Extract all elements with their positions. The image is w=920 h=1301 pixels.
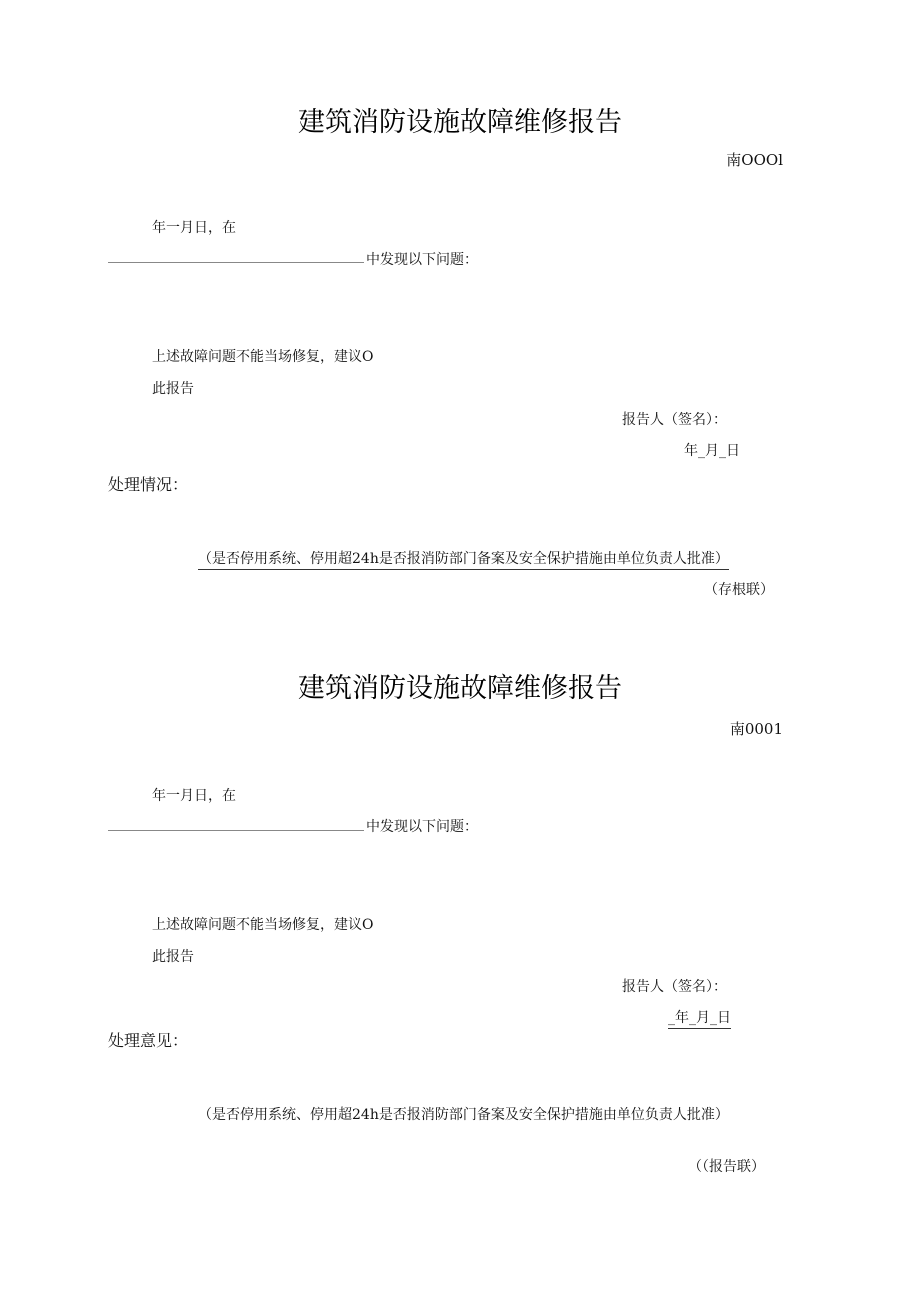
- serial-number: 南0001: [729, 720, 783, 738]
- report-closing: 此报告: [152, 381, 194, 397]
- reporter-signature-label: 报告人（签名）：: [622, 979, 727, 995]
- approval-note: （是否停用系统、停用超24h是否报消防部门备案及安全保护措施由单位负责人批准）: [198, 1107, 729, 1123]
- handling-status-label: 处理情况：: [108, 475, 189, 494]
- found-issues-label: 中发现以下问题：: [366, 252, 478, 268]
- location-blank-line: [108, 262, 364, 263]
- copy-type-label: （（报告联）: [688, 1159, 765, 1175]
- signature-date: _年_月_日: [668, 1007, 731, 1029]
- date-location-line: 年一月日，在: [152, 788, 236, 804]
- cannot-fix-suggestion: 上述故障问题不能当场修复，建议O: [152, 917, 374, 933]
- approval-note: （是否停用系统、停用超24h是否报消防部门备案及安全保护措施由单位负责人批准）: [198, 548, 729, 570]
- found-issues-label: 中发现以下问题：: [366, 819, 478, 835]
- report-title: 建筑消防设施故障维修报告: [298, 673, 622, 704]
- signature-date: 年_月_日: [684, 443, 740, 459]
- location-blank-line: [108, 830, 364, 831]
- handling-opinion-label: 处理意见：: [108, 1031, 189, 1050]
- reporter-signature-label: 报告人（签名）：: [622, 412, 727, 428]
- report-closing: 此报告: [152, 949, 194, 965]
- report-title: 建筑消防设施故障维修报告: [298, 107, 622, 138]
- serial-number: 南OOOl: [726, 151, 783, 169]
- cannot-fix-suggestion: 上述故障问题不能当场修复，建议O: [152, 349, 374, 365]
- copy-type-label: （存根联）: [704, 582, 774, 598]
- date-location-line: 年一月日，在: [152, 220, 236, 236]
